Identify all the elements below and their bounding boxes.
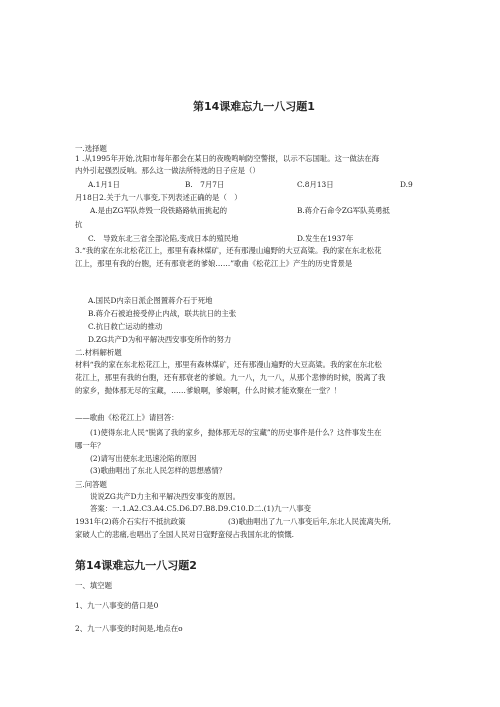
q3-stem-line1: 3.“我的家在东北松花江上，那里有森林煤矿，还有那漫山遍野的大豆高粱。我的家在东北松花	[75, 246, 382, 255]
q3-option-d: D.ZG共产D为和平解决西安事变所作的努力	[88, 335, 232, 344]
answer-line2a: 1931年(2)蒋介石实行不抵抗政策	[75, 517, 186, 526]
material-source: ——歌曲《松花江上》请回答：	[75, 413, 179, 422]
q2-option-b-continued: 抗	[75, 220, 83, 229]
q1-option-b: B. 7月7日	[185, 180, 225, 189]
material-question-3: (3)歌曲唱出了东北人民怎样的思想感情？	[90, 466, 227, 475]
q2-option-c: C. 导致东北三省全部沦陷,变成日本的殖民地	[88, 234, 239, 243]
material-question-1-line1: (1)使得东北人民“脱离了我的家乡，抛体那无尽的宝藏”的历史事件是什么？这件事发生在	[90, 428, 382, 437]
part1-title: 第14课难忘九一八习题1	[193, 100, 315, 113]
answer-line3: 家破人亡的悲痛,也唱出了全国人民对日寇野蛮侵占我国东北的愤慨.	[75, 530, 295, 539]
q2-option-b: B.蒋介石命令ZG军队英勇抵	[297, 206, 390, 215]
q1-stem-line2: 内外引起强烈反响。那么这一做法所特选的日子应是（）	[75, 166, 260, 175]
fill-question-2: 2、九一八事变的时间是,地点在o	[75, 624, 183, 633]
material-question-2: (2)请写出使东北迅速沦陷的原因	[90, 454, 197, 463]
q1-option-a: A.1月1日	[88, 180, 120, 189]
section-material-heading: 二.材料解析题	[75, 348, 122, 357]
q3-option-c: C.抗日救亡运动的推动	[88, 322, 163, 331]
answer-line1: 答案：一.1.A2.C3.A4.C5.D6.D7.B8.D9.C10.D二.(1)九一八事变	[90, 504, 312, 513]
section-qa-heading: 三.问答题	[75, 480, 107, 489]
q3-option-b: B.蒋介石被迫接受停止内战，联共抗日的主张	[88, 309, 237, 318]
part2-title: 第14课难忘九一八习题2	[75, 559, 197, 572]
q2-stem: 月18日2.关于九一八事变,下列表述正确的是（ ）	[75, 193, 242, 202]
q1-option-d: D.9	[400, 180, 413, 189]
q3-option-a: A.国民D内亲日派企图置蒋介石于死地	[88, 296, 213, 305]
answer-line2b: (3)歌曲唱出了九一八事变后年,东北人民流离失所,	[228, 517, 391, 526]
material-line1: 材料“我的家在东北松花江上，那里有森林煤矿，还有那漫山遍野的大豆高粱。我的家在东北松	[75, 360, 382, 369]
section-choice-heading: 一.选择题	[75, 144, 107, 153]
q2-option-a: A.是由ZG军队炸毁一段铁路路轨而挑起的	[90, 206, 227, 215]
q1-stem-line1: 1 .从1995年开始,沈阳市每年都会在某日的夜晚鸣响防空警报，以示不忘国耻。这一做法在海	[75, 154, 380, 163]
q2-option-d: D.发生在1937年	[297, 234, 354, 243]
fill-question-1: 1、九一八事变的借口是0	[75, 601, 159, 610]
q1-option-c: C.8月13日	[297, 180, 334, 189]
material-line2: 花江上，那里有我的台胞，还有那衰老的爹娘。九一八，九一八，从那个悲惨的时候，脱离了我	[75, 373, 386, 382]
q3-stem-line2: 江上，那里有我的台胞，还有那衰老的爹娘……”歌曲《松花江上》产生的历史背景是	[75, 259, 353, 268]
section-fill-heading: 一、填空题	[75, 581, 112, 590]
qa-question: 说说ZG共产D力主和平解决西安事变的原因。	[90, 492, 240, 501]
material-line3: 的家乡，抛体那无尽的宝藏，……爹娘啊，爹娘啊，什么时候才能欢聚在一堂？！	[75, 386, 342, 395]
material-question-1-line2: 哪一年？	[75, 441, 105, 450]
